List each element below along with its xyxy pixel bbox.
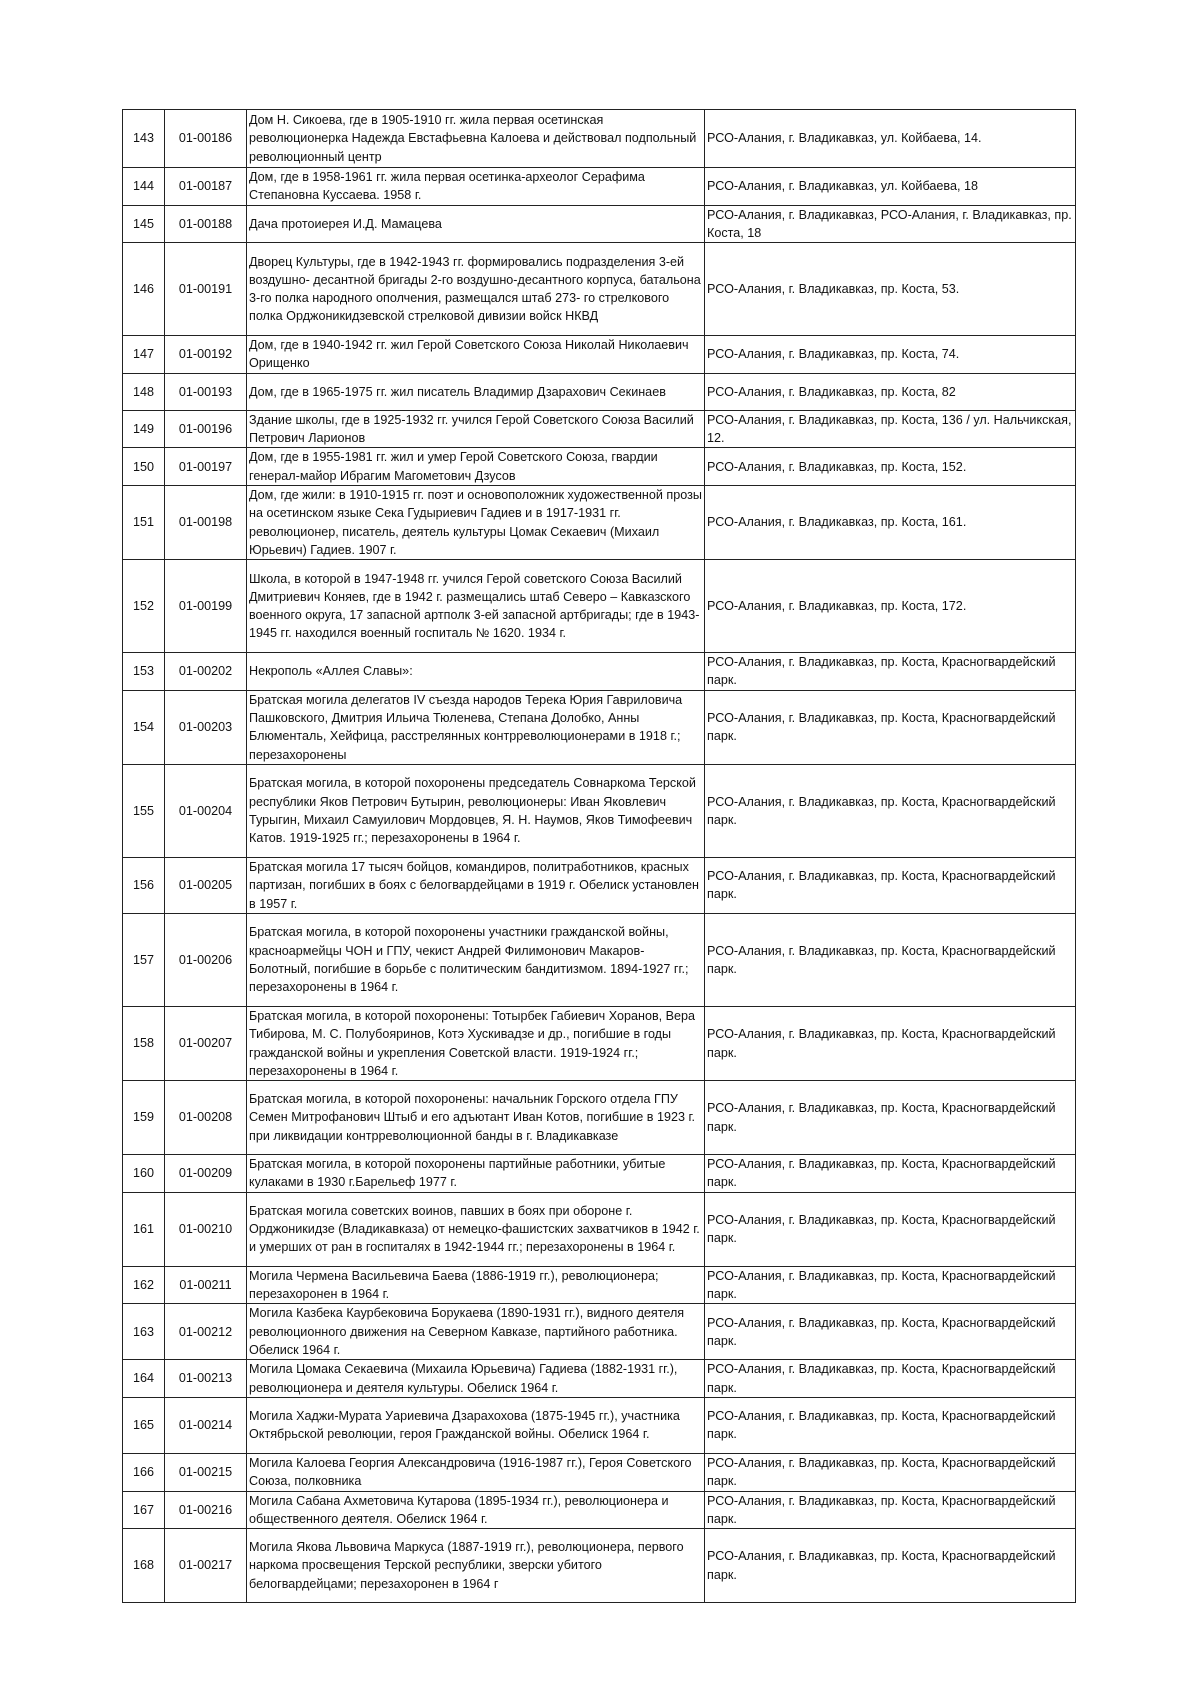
table-row	[123, 205, 1076, 243]
registry-code: 01-00211	[165, 1266, 247, 1304]
object-name: Дача протоиерея И.Д. Мамацева	[247, 205, 705, 243]
row-number: 155	[123, 764, 165, 857]
table-row	[123, 1081, 1076, 1155]
object-address: РСО-Алания, г. Владикавказ, пр. Коста, 161.	[705, 485, 1076, 559]
object-name: Могила Цомака Секаевича (Михаила Юрьевича) Гадиева (1882-1931 гг.), революционера и деятеля культуры. Обелиск 1964 г.	[247, 1360, 705, 1398]
object-address: РСО-Алания, г. Владикавказ, пр. Коста, 82	[705, 373, 1076, 410]
object-address: РСО-Алания, г. Владикавказ, пр. Коста, Красногвардейский парк.	[705, 1397, 1076, 1453]
table-row	[123, 857, 1076, 913]
object-name: Могила Чермена Васильевича Баева (1886-1919 гг.), революционера; перезахоронен в 1964 г.	[247, 1266, 705, 1304]
table-row	[123, 373, 1076, 410]
object-address: РСО-Алания, г. Владикавказ, пр. Коста, Красногвардейский парк.	[705, 1266, 1076, 1304]
table-row	[123, 410, 1076, 448]
object-address: РСО-Алания, г. Владикавказ, пр. Коста, Красногвардейский парк.	[705, 1529, 1076, 1603]
table-row	[123, 336, 1076, 374]
object-name: Могила Сабана Ахметовича Кутарова (1895-1934 гг.), революционера и общественного деятеля. Обелиск 1964 г.	[247, 1491, 705, 1529]
table-row	[123, 1397, 1076, 1453]
registry-code: 01-00207	[165, 1006, 247, 1080]
row-number: 158	[123, 1006, 165, 1080]
object-name: Братская могила, в которой похоронены председатель Совнаркома Терской республики Яков Петрович Бутырин, революционеры: Иван Яковлевич Турыгин, Михаил Самуилович Мордовцев, Я. Н. Наумов, Яков Тимофеевич Катов. 1919-1925 гг.; перезахоронены в 1964 г.	[247, 764, 705, 857]
object-name: Дом, где в 1958-1961 гг. жила первая осетинка-археолог Серафима Степановна Куссаева. 1958 г.	[247, 168, 705, 206]
row-number: 162	[123, 1266, 165, 1304]
row-number: 165	[123, 1397, 165, 1453]
row-number: 149	[123, 410, 165, 448]
object-address: РСО-Алания, г. Владикавказ, ул. Койбаева, 14.	[705, 110, 1076, 168]
object-name: Дом, где в 1965-1975 гг. жил писатель Владимир Дзарахович Секинаев	[247, 373, 705, 410]
row-number: 159	[123, 1081, 165, 1155]
object-address: РСО-Алания, г. Владикавказ, пр. Коста, 136 / ул. Нальчикская, 12.	[705, 410, 1076, 448]
object-name: Дом Н. Сикоева, где в 1905-1910 гг. жила первая осетинская революционерка Надежда Евстафьевна Калоева и действовал подпольный революционный центр	[247, 110, 705, 168]
row-number: 161	[123, 1192, 165, 1266]
table-row	[123, 485, 1076, 559]
registry-code: 01-00217	[165, 1529, 247, 1603]
table-row	[123, 1453, 1076, 1491]
registry-code: 01-00203	[165, 690, 247, 764]
row-number: 157	[123, 913, 165, 1006]
registry-code: 01-00209	[165, 1155, 247, 1193]
table-row	[123, 1006, 1076, 1080]
registry-code: 01-00186	[165, 110, 247, 168]
object-name: Школа, в которой в 1947-1948 гг. учился Герой советского Союза Василий Дмитриевич Коняев, где в 1942 г. размещались штаб Северо – Кавказского военного округа, 17 запасной артполк 3-ей запасной артбригады; где в 1943-1945 гг. находился военный госпиталь № 1620. 1934 г.	[247, 560, 705, 653]
table-row	[123, 243, 1076, 336]
row-number: 144	[123, 168, 165, 206]
registry-code: 01-00206	[165, 913, 247, 1006]
table-row	[123, 1192, 1076, 1266]
row-number: 156	[123, 857, 165, 913]
table-row	[123, 1360, 1076, 1398]
registry-code: 01-00212	[165, 1304, 247, 1360]
row-number: 147	[123, 336, 165, 374]
object-name: Дом, где в 1940-1942 гг. жил Герой Советского Союза Николай Николаевич Орищенко	[247, 336, 705, 374]
row-number: 166	[123, 1453, 165, 1491]
table-row	[123, 1155, 1076, 1193]
object-name: Могила Хаджи-Мурата Уариевича Дзарахохова (1875-1945 гг.), участника Октябрьской революции, героя Гражданской войны. Обелиск 1964 г.	[247, 1397, 705, 1453]
object-address: РСО-Алания, г. Владикавказ, пр. Коста, Красногвардейский парк.	[705, 1491, 1076, 1529]
object-address: РСО-Алания, г. Владикавказ, пр. Коста, 172.	[705, 560, 1076, 653]
object-address: РСО-Алания, г. Владикавказ, пр. Коста, 152.	[705, 448, 1076, 486]
registry-code: 01-00204	[165, 764, 247, 857]
registry-code: 01-00202	[165, 653, 247, 691]
registry-code: 01-00216	[165, 1491, 247, 1529]
registry-table-body	[123, 110, 1076, 1603]
registry-code: 01-00205	[165, 857, 247, 913]
table-row	[123, 913, 1076, 1006]
object-name: Братская могила делегатов IV съезда народов Терека Юрия Гавриловича Пашковского, Дмитрия Ильича Тюленева, Степана Долобко, Анны Блюменталь, Хейфица, расстрелянных контрреволюционерами в 1918 г.; перезахоронены	[247, 690, 705, 764]
registry-code: 01-00187	[165, 168, 247, 206]
object-name: Братская могила, в которой похоронены партийные работники, убитые кулаками в 1930 г.Барельеф 1977 г.	[247, 1155, 705, 1193]
row-number: 154	[123, 690, 165, 764]
registry-code: 01-00214	[165, 1397, 247, 1453]
object-address: РСО-Алания, г. Владикавказ, пр. Коста, Красногвардейский парк.	[705, 857, 1076, 913]
object-address: РСО-Алания, г. Владикавказ, пр. Коста, Красногвардейский парк.	[705, 690, 1076, 764]
object-name: Могила Калоева Георгия Александровича (1916-1987 гг.), Героя Советского Союза, полковника	[247, 1453, 705, 1491]
row-number: 163	[123, 1304, 165, 1360]
table-row	[123, 653, 1076, 691]
object-address: РСО-Алания, г. Владикавказ, пр. Коста, Красногвардейский парк.	[705, 1006, 1076, 1080]
row-number: 145	[123, 205, 165, 243]
row-number: 151	[123, 485, 165, 559]
table-row	[123, 1304, 1076, 1360]
row-number: 148	[123, 373, 165, 410]
table-row	[123, 110, 1076, 168]
row-number: 143	[123, 110, 165, 168]
row-number: 146	[123, 243, 165, 336]
registry-code: 01-00188	[165, 205, 247, 243]
table-row	[123, 168, 1076, 206]
registry-code: 01-00208	[165, 1081, 247, 1155]
table-row	[123, 764, 1076, 857]
object-name: Дворец Культуры, где в 1942-1943 гг. формировались подразделения 3-ей воздушно- десантной бригады 2-го воздушно-десантного корпуса, батальона 3-го полка народного ополчения, размещался штаб 273- го стрелкового полка Орджоникидзевской стрелковой дивизии войск НКВД	[247, 243, 705, 336]
object-address: РСО-Алания, г. Владикавказ, пр. Коста, Красногвардейский парк.	[705, 653, 1076, 691]
row-number: 160	[123, 1155, 165, 1193]
registry-code: 01-00197	[165, 448, 247, 486]
object-address: РСО-Алания, г. Владикавказ, пр. Коста, Красногвардейский парк.	[705, 1453, 1076, 1491]
registry-code: 01-00198	[165, 485, 247, 559]
object-name: Дом, где в 1955-1981 гг. жил и умер Герой Советского Союза, гвардии генерал-майор Ибрагим Магометович Дзусов	[247, 448, 705, 486]
table-row	[123, 1529, 1076, 1603]
registry-code: 01-00215	[165, 1453, 247, 1491]
object-name: Некрополь «Аллея Славы»:	[247, 653, 705, 691]
registry-code: 01-00213	[165, 1360, 247, 1398]
object-address: РСО-Алания, г. Владикавказ, ул. Койбаева, 18	[705, 168, 1076, 206]
registry-code: 01-00193	[165, 373, 247, 410]
object-address: РСО-Алания, г. Владикавказ, пр. Коста, 53.	[705, 243, 1076, 336]
object-address: РСО-Алания, г. Владикавказ, пр. Коста, Красногвардейский парк.	[705, 1155, 1076, 1193]
row-number: 167	[123, 1491, 165, 1529]
object-address: РСО-Алания, г. Владикавказ, пр. Коста, Красногвардейский парк.	[705, 913, 1076, 1006]
object-name: Могила Якова Львовича Маркуса (1887-1919 гг.), революционера, первого наркома просвещения Терской республики, зверски убитого белогвардейцами; перезахоронен в 1964 г	[247, 1529, 705, 1603]
row-number: 164	[123, 1360, 165, 1398]
object-name: Здание школы, где в 1925-1932 гг. учился Герой Советского Союза Василий Петрович Ларионов	[247, 410, 705, 448]
table-row	[123, 1266, 1076, 1304]
object-name: Братская могила, в которой похоронены: Тотырбек Габиевич Хоранов, Вера Тибирова, М. С. Полубояринов, Котэ Хускивадзе и др., погибшие в годы гражданской войны и укрепления Советской власти. 1919-1924 гг.; перезахоронены в 1964 г.	[247, 1006, 705, 1080]
registry-code: 01-00191	[165, 243, 247, 336]
object-address: РСО-Алания, г. Владикавказ, пр. Коста, Красногвардейский парк.	[705, 764, 1076, 857]
object-address: РСО-Алания, г. Владикавказ, пр. Коста, 74.	[705, 336, 1076, 374]
row-number: 153	[123, 653, 165, 691]
object-name: Братская могила 17 тысяч бойцов, командиров, политработников, красных партизан, погибших в боях с белогвардейцами в 1919 г. Обелиск установлен в 1957 г.	[247, 857, 705, 913]
table-row	[123, 448, 1076, 486]
object-address: РСО-Алания, г. Владикавказ, пр. Коста, Красногвардейский парк.	[705, 1081, 1076, 1155]
registry-code: 01-00196	[165, 410, 247, 448]
table-row	[123, 690, 1076, 764]
heritage-registry-table	[122, 109, 1076, 1603]
object-address: РСО-Алания, г. Владикавказ, РСО-Алания, г. Владикавказ, пр. Коста, 18	[705, 205, 1076, 243]
object-name: Дом, где жили: в 1910-1915 гг. поэт и основоположник художественной прозы на осетинском языке Сека Гудыриевич Гадиев и в 1917-1931 гг. революционер, писатель, деятель культуры Цомак Секаевич (Михаил Юрьевич) Гадиев. 1907 г.	[247, 485, 705, 559]
object-address: РСО-Алания, г. Владикавказ, пр. Коста, Красногвардейский парк.	[705, 1304, 1076, 1360]
object-name: Могила Казбека Каурбековича Борукаева (1890-1931 гг.), видного деятеля революционного движения на Северном Кавказе, партийного работника. Обелиск 1964 г.	[247, 1304, 705, 1360]
object-address: РСО-Алания, г. Владикавказ, пр. Коста, Красногвардейский парк.	[705, 1192, 1076, 1266]
registry-code: 01-00199	[165, 560, 247, 653]
object-name: Братская могила, в которой похоронены участники гражданской войны, красноармейцы ЧОН и ГПУ, чекист Андрей Филимонович Макаров-Болотный, погибшие в борьбе с политическим бандитизмом. 1894-1927 гг.; перезахоронены в 1964 г.	[247, 913, 705, 1006]
row-number: 152	[123, 560, 165, 653]
table-row	[123, 560, 1076, 653]
registry-code: 01-00192	[165, 336, 247, 374]
table-row	[123, 1491, 1076, 1529]
object-name: Братская могила, в которой похоронены: начальник Горского отдела ГПУ Семен Митрофанович Штыб и его адъютант Иван Котов, погибшие в 1923 г. при ликвидации контрреволюционной банды в г. Владикавказе	[247, 1081, 705, 1155]
row-number: 150	[123, 448, 165, 486]
row-number: 168	[123, 1529, 165, 1603]
object-address: РСО-Алания, г. Владикавказ, пр. Коста, Красногвардейский парк.	[705, 1360, 1076, 1398]
registry-code: 01-00210	[165, 1192, 247, 1266]
object-name: Братская могила советских воинов, павших в боях при обороне г. Орджоникидзе (Владикавказа) от немецко-фашистских захватчиков в 1942 г. и умерших от ран в госпиталях в 1942-1944 гг.; перезахоронены в 1964 г.	[247, 1192, 705, 1266]
